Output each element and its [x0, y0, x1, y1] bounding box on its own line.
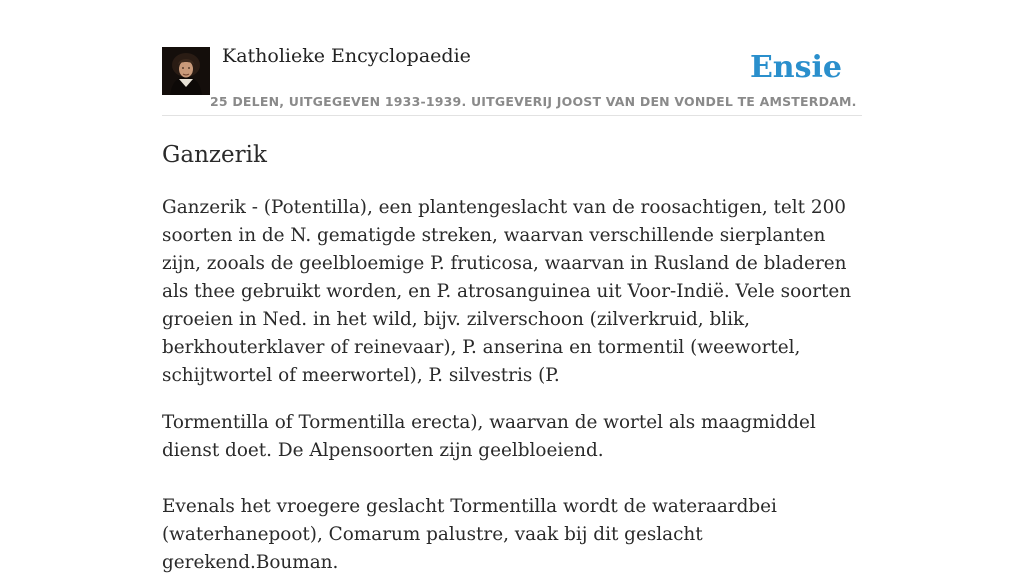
paragraph-spacer: [162, 465, 874, 493]
source-header: [162, 0, 862, 116]
article-title: Ganzerik: [162, 142, 267, 168]
article-paragraph-2: Tormentilla of Tormentilla erecta), waarvan de wortel als maagmiddel dienst doet. De Alpensoorten zijn geelbloeiend.: [162, 412, 816, 461]
source-title[interactable]: Katholieke Encyclopaedie: [222, 45, 471, 67]
article: [162, 138, 874, 577]
paragraph-spacer: [162, 390, 874, 409]
article-paragraph-3: Evenals het vroegere geslacht Tormentilla wordt de wateraardbei (waterhanepoot), Comarum palustre, vaak bij dit geslacht gerekend.Bouman.: [162, 496, 777, 573]
article-paragraph-1: Ganzerik - (Potentilla), een plantengeslacht van de roosachtigen, telt 200 soorten in de N. gematigde streken, waarvan verschillende sierplanten zijn, zooals de geelbloemige P. fruticosa, waarvan in Rusland de bladeren als thee gebruikt worden, en P. atrosanguinea uit Voor-Indië. Vele soorten groeien in Ned. in het wild, bijv. zilverschoon (zilverkruid, blik, berkhouterklaver of reinevaar), P. anserina en tormentil (weewortel, schijtwortel of meerwortel), P. silvestris (P.: [162, 197, 852, 386]
ensie-logo-link[interactable]: Ensie: [749, 50, 842, 85]
portrait-avatar[interactable]: [162, 47, 210, 95]
portrait-icon: [162, 47, 210, 95]
source-subtitle: 25 DELEN, UITGEGEVEN 1933-1939. UITGEVERIJ JOOST VAN DEN VONDEL TE AMSTERDAM.: [210, 94, 857, 109]
